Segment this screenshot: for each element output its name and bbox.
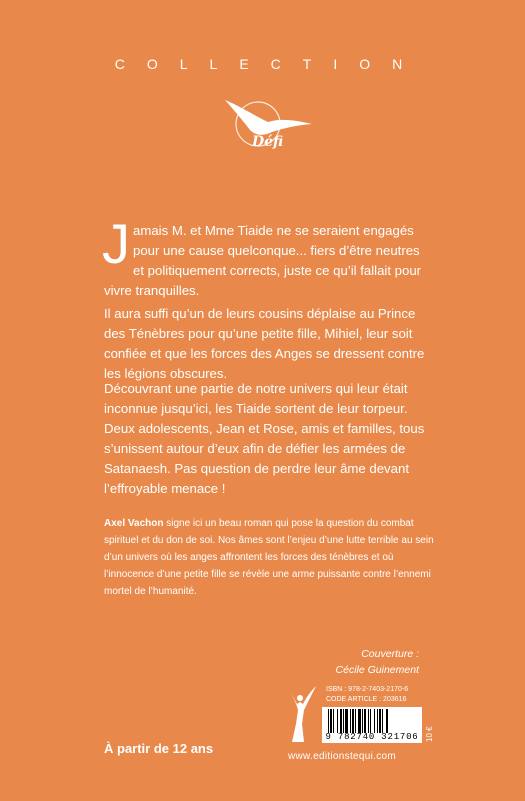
paragraph-1-text: amais M. et Mme Tiaide ne se seraient engagés pour une cause quelconque... fiers d’être neutres et politiquement corrects, juste ce qu’il fallait pour vivre tranquilles. [104,223,422,298]
barcode [322,707,422,743]
price: 10 € [425,726,434,742]
age-label: À partir de 12 ans [104,741,214,756]
paragraph-1 [102,212,434,301]
cover-credit [300,646,419,678]
drop-cap: J [102,212,130,275]
logo-text: Défi [252,134,284,150]
angel-icon [282,684,318,746]
isbn-info [326,685,408,705]
paragraph-3: Découvrant une partie de notre univers qui leur était inconnue jusqu’ici, les Tiaide sortent de leur torpeur. Deux adolescents, Jean et Rose, amis et familles, tous s’unissent autour d’eux afin de défier les armées de Satanaesh. Pas question de perdre leur âme devant l’effroyable menace ! [104,381,425,496]
cover-credit-label: Couverture : [361,648,419,660]
cover-credit-name: Cécile Guinement [335,664,419,676]
isbn-line: ISBN : 978-2-7403-2170-6 [326,686,409,693]
author-paragraph-text: signe ici un beau roman qui pose la question du combat spirituel et du don de soi. Nos âmes sont l’enjeu d’une lutte terrible au sein d’un univers où les anges affrontent les forces des ténèbres et où l’innocence d’une petite fille se révèle une arme puissante contre l’ennemi mortel de l’humanité. [104,518,434,597]
website: www.editionstequi.com [288,751,397,762]
author-paragraph [104,515,434,600]
barcode-digits: 9 782740 321706 [325,732,419,742]
paragraph-2: Il aura suffi qu’un de leurs cousins déplaise au Prince des Ténèbres pour qu’une petite fille, Mihiel, leur soit confiée et que les forces des Anges se dressent contre les légions obscures. [104,306,425,381]
author-name: Axel Vachon [104,518,164,529]
collection-title: COLLECTION [114,56,425,72]
code-article-line: CODE ARTICLE : 203616 [326,696,407,703]
barcode-bars [328,709,416,733]
